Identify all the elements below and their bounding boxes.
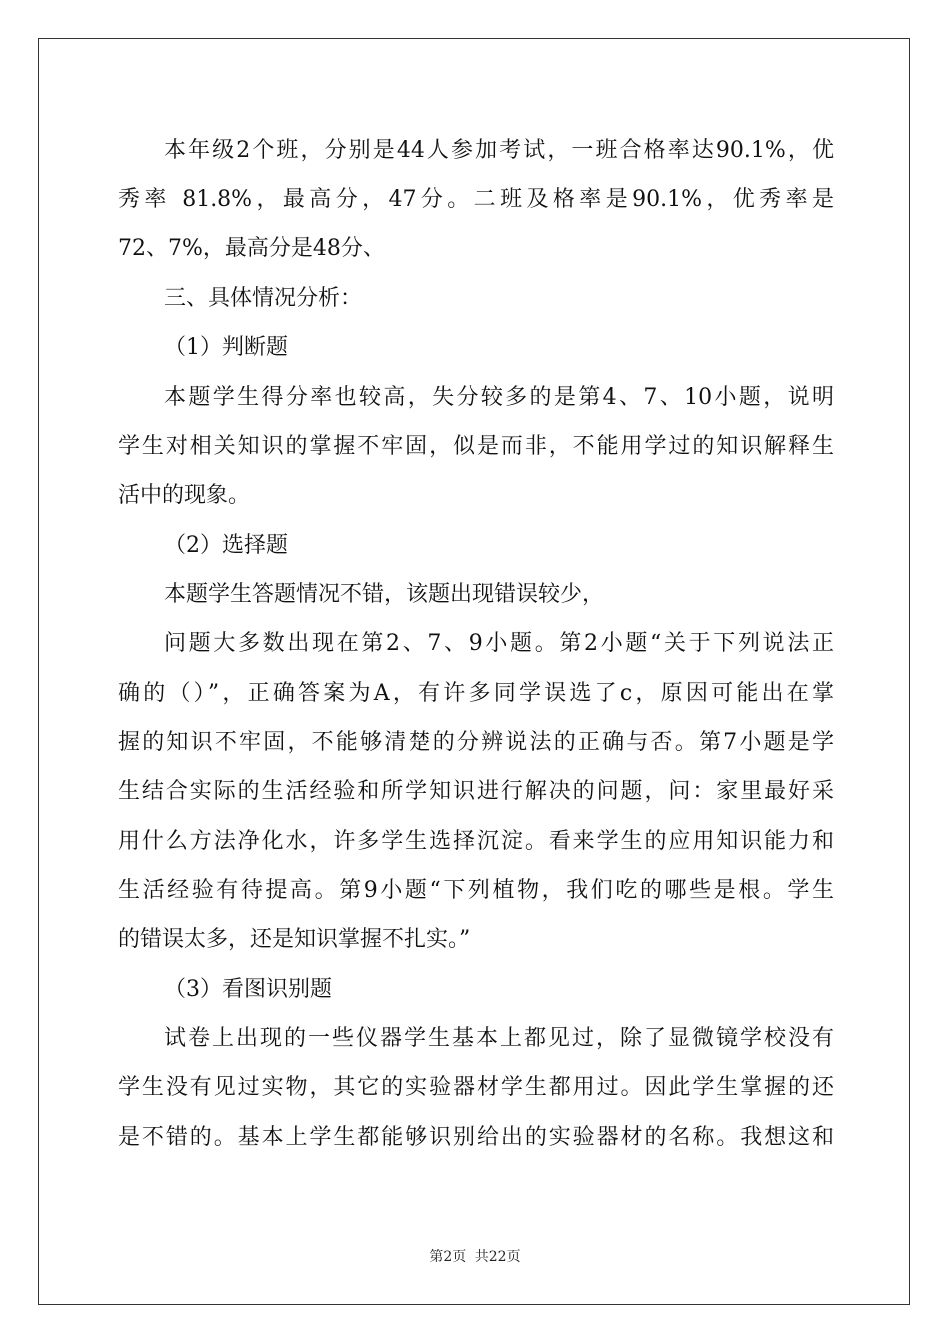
text-line: 本题学生答题情况不错，该题出现错误较少， (164, 582, 605, 607)
text-line: 秀率 81.8%，最高分，47分。二班及格率是90.1%，优秀率是 (118, 187, 834, 212)
page-total: 共22页 (474, 1249, 521, 1265)
text-line: 确的（）”，正确答案为A，有许多同学误选了c，原因可能出在掌 (118, 681, 834, 706)
text-line: 本年级2个班，分别是44人参加考试，一班合格率达90.1%，优 (164, 138, 834, 163)
text-line: 用什么方法净化水，许多学生选择沉淀。看来学生的应用知识能力和 (118, 829, 834, 854)
text-line: 生活经验有待提高。第9小题“下列植物，我们吃的哪些是根。学生 (118, 878, 834, 903)
text-line: 学生对相关知识的掌握不牢固，似是而非，不能用学过的知识解释生 (118, 434, 834, 459)
text-line: 握的知识不牢固，不能够清楚的分辨说法的正确与否。第7小题是学 (118, 730, 834, 755)
section-heading: 三、具体情况分析： (164, 286, 363, 311)
text-line: 72、7%，最高分是48分、 (118, 236, 385, 261)
text-line: 生结合实际的生活经验和所学知识进行解决的问题，问：家里最好采 (118, 779, 834, 804)
page-number: 第2页 (429, 1249, 467, 1265)
text-line: 活中的现象。 (118, 483, 251, 508)
text-line: 学生没有见过实物，其它的实验器材学生都用过。因此学生掌握的还 (118, 1075, 834, 1100)
text-line: 的错误太多，还是知识掌握不扎实。” (118, 927, 471, 952)
subsection-heading: （3）看图识别题 (164, 977, 332, 1002)
page-footer (0, 1246, 950, 1266)
subsection-heading: （2）选择题 (164, 533, 288, 558)
text-line: 本题学生得分率也较高，失分较多的是第4、7、10小题，说明 (164, 385, 834, 410)
subsection-heading: （1）判断题 (164, 335, 288, 360)
text-line: 试卷上出现的一些仪器学生基本上都见过，除了显微镜学校没有 (164, 1026, 834, 1051)
text-line: 问题大多数出现在第2、7、9小题。第2小题“关于下列说法正 (164, 631, 834, 656)
page-border (38, 38, 910, 1305)
text-line: 是不错的。基本上学生都能够识别给出的实验器材的名称。我想这和 (118, 1125, 834, 1150)
